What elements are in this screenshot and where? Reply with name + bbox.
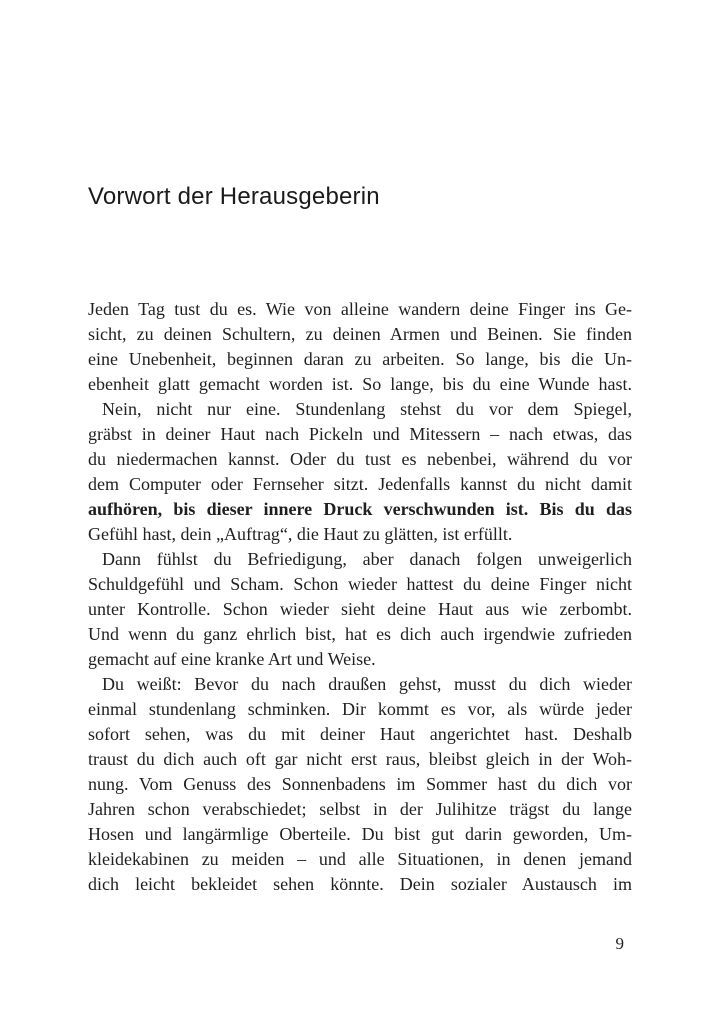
text-line: Jahren schon verabschiedet; selbst in der Julihitze trägst du lange	[88, 799, 632, 819]
text-line: Nein, nicht nur eine. Stundenlang stehst du vor dem Spiegel,	[102, 399, 632, 419]
paragraph	[88, 297, 632, 397]
text-line: sofort sehen, was du mit deiner Haut angerichtet hast. Deshalb	[88, 724, 632, 744]
text-line: Du weißt: Bevor du nach draußen gehst, musst du dich wieder	[102, 674, 632, 694]
text-line: Jeden Tag tust du es. Wie von alleine wandern deine Finger ins Ge-	[88, 299, 632, 319]
text-line: du niedermachen kannst. Oder du tust es nebenbei, während du vor	[88, 449, 632, 469]
text-line: dich leicht bekleidet sehen könnte. Dein sozialer Austausch im	[88, 874, 632, 894]
text-line: ebenheit glatt gemacht worden ist. So lange, bis du eine Wunde hast.	[88, 374, 632, 394]
text-line: aufhören, bis dieser innere Druck verschwunden ist. Bis du das	[88, 499, 632, 519]
text-line: sicht, zu deinen Schultern, zu deinen Armen und Beinen. Sie finden	[88, 324, 632, 344]
body-text	[88, 297, 632, 897]
text-line: Und wenn du ganz ehrlich bist, hat es dich auch irgendwie zufrieden	[88, 624, 632, 644]
text-line: kleidekabinen zu meiden – und alle Situationen, in denen jemand	[88, 849, 632, 869]
text-line: Hosen und langärmlige Oberteile. Du bist gut darin geworden, Um-	[88, 824, 632, 844]
chapter-heading: Vorwort der Herausgeberin	[88, 183, 380, 210]
paragraph	[88, 547, 632, 672]
paragraph	[88, 672, 632, 897]
page-number: 9	[615, 934, 624, 953]
text-line: dem Computer oder Fernseher sitzt. Jedenfalls kannst du nicht damit	[88, 474, 632, 494]
text-line: unter Kontrolle. Schon wieder sieht deine Haut aus wie zerbombt.	[88, 599, 632, 619]
text-line: traust du dich auch oft gar nicht erst raus, bleibst gleich in der Woh-	[88, 749, 632, 769]
text-line: Schuldgefühl und Scham. Schon wieder hattest du deine Finger nicht	[88, 574, 632, 594]
text-line: gräbst in deiner Haut nach Pickeln und Mitessern – nach etwas, das	[88, 424, 632, 444]
text-line: nung. Vom Genuss des Sonnenbadens im Sommer hast du dich vor	[88, 774, 632, 794]
paragraph	[88, 397, 632, 547]
text-line: gemacht auf eine kranke Art und Weise.	[88, 649, 376, 669]
text-line: eine Unebenheit, beginnen daran zu arbeiten. So lange, bis die Un-	[88, 349, 632, 369]
text-line: Gefühl hast, dein „Auftrag“, die Haut zu glätten, ist erfüllt.	[88, 524, 513, 544]
text-line: Dann fühlst du Befriedigung, aber danach folgen unweigerlich	[102, 549, 632, 569]
text-line: einmal stundenlang schminken. Dir kommt es vor, als würde jeder	[88, 699, 632, 719]
